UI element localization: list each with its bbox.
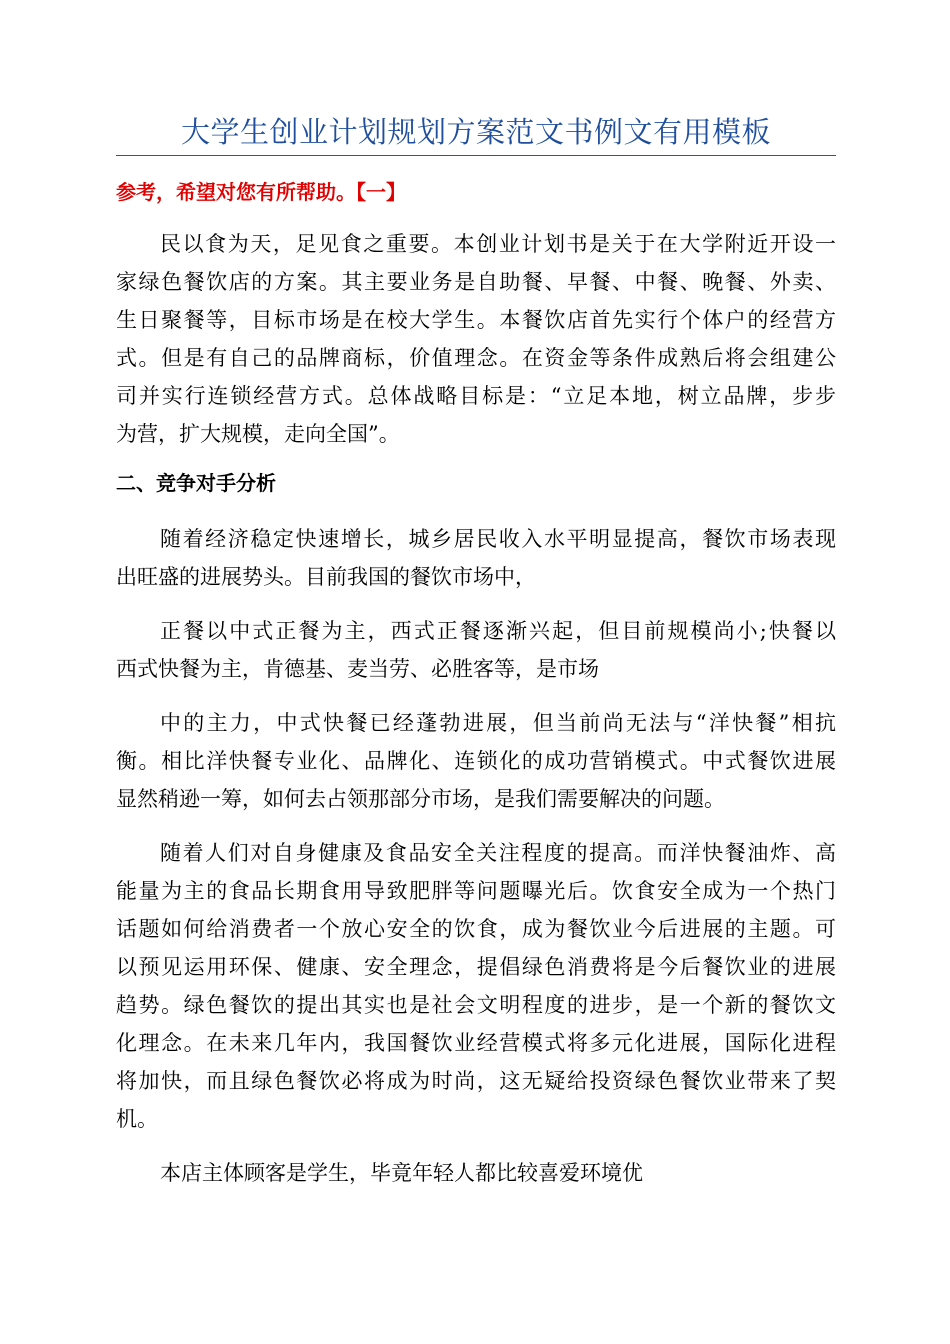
paragraph-line: 民以食为天，足见食之重要。本创业计划书是关于在大学附近开设一 <box>160 232 836 256</box>
document-page <box>116 0 836 1344</box>
paragraph-line: 衡。相比洋快餐专业化、品牌化、连锁化的成功营销模式。中式餐饮进展 <box>116 749 836 773</box>
paragraph-green-dining <box>116 834 836 1138</box>
reference-note: 参考，希望对您有所帮助。【一】 <box>116 180 406 204</box>
paragraph-market <box>116 520 836 596</box>
paragraph-formal-dining <box>116 612 836 688</box>
paragraph-line: 随着经济稳定快速增长，城乡居民收入水平明显提高，餐饮市场表现 <box>160 527 836 551</box>
paragraph-line: 话题如何给消费者一个放心安全的饮食，成为餐饮业今后进展的主题。可 <box>116 917 836 941</box>
paragraph-line: 化理念。在未来几年内，我国餐饮业经营模式将多元化进展，国际化进程 <box>116 1031 836 1055</box>
paragraph-line: 家绿色餐饮店的方案。其主要业务是自助餐、早餐、中餐、晚餐、外卖、 <box>116 270 836 294</box>
paragraph-line: 司并实行连锁经营方式。总体战略目标是：“立足本地，树立品牌，步步 <box>116 384 836 408</box>
paragraph-line: 将加快，而且绿色餐饮必将成为时尚，这无疑给投资绿色餐饮业带来了契 <box>116 1069 836 1093</box>
paragraph-line: 为营，扩大规模，走向全国”。 <box>116 422 400 446</box>
paragraph-line: 机。 <box>116 1107 158 1131</box>
paragraph-line: 显然稍逊一筹，如何去占领那部分市场，是我们需要解决的问题。 <box>116 787 725 811</box>
paragraph-line: 本店主体顾客是学生，毕竟年轻人都比较喜爱环境优 <box>160 1161 643 1185</box>
paragraph-line: 能量为主的食品长期食用导致肥胖等问题曝光后。饮食安全成为一个热门 <box>116 879 836 903</box>
paragraph-line: 式。但是有自己的品牌商标，价值理念。在资金等条件成熟后将会组建公 <box>116 346 836 370</box>
paragraph-line: 以预见运用环保、健康、安全理念，提倡绿色消费将是今后餐饮业的进展 <box>116 955 836 979</box>
paragraph-line: 出旺盛的进展势头。目前我国的餐饮市场中， <box>116 565 536 589</box>
section-heading: 二、竞争对手分析 <box>116 471 276 495</box>
document-title: 大学生创业计划规划方案范文书例文有用模板 <box>180 115 771 149</box>
paragraph-intro <box>116 225 836 453</box>
paragraph-line: 生日聚餐等，目标市场是在校大学生。本餐饮店首先实行个体户的经营方 <box>116 308 836 332</box>
paragraph-line: 正餐以中式正餐为主，西式正餐逐渐兴起，但目前规模尚小;快餐以 <box>160 619 836 643</box>
paragraph-line: 西式快餐为主，肯德基、麦当劳、必胜客等，是市场 <box>116 657 599 681</box>
paragraph-fast-food <box>116 704 836 818</box>
title-underline <box>116 155 836 156</box>
paragraph-line: 趋势。绿色餐饮的提出其实也是社会文明程度的进步，是一个新的餐饮文 <box>116 993 836 1017</box>
paragraph-line: 中的主力，中式快餐已经蓬勃进展，但当前尚无法与“洋快餐”相抗 <box>160 711 836 735</box>
paragraph-customers <box>116 1154 836 1192</box>
paragraph-line: 随着人们对自身健康及食品安全关注程度的提高。而洋快餐油炸、高 <box>160 841 836 865</box>
